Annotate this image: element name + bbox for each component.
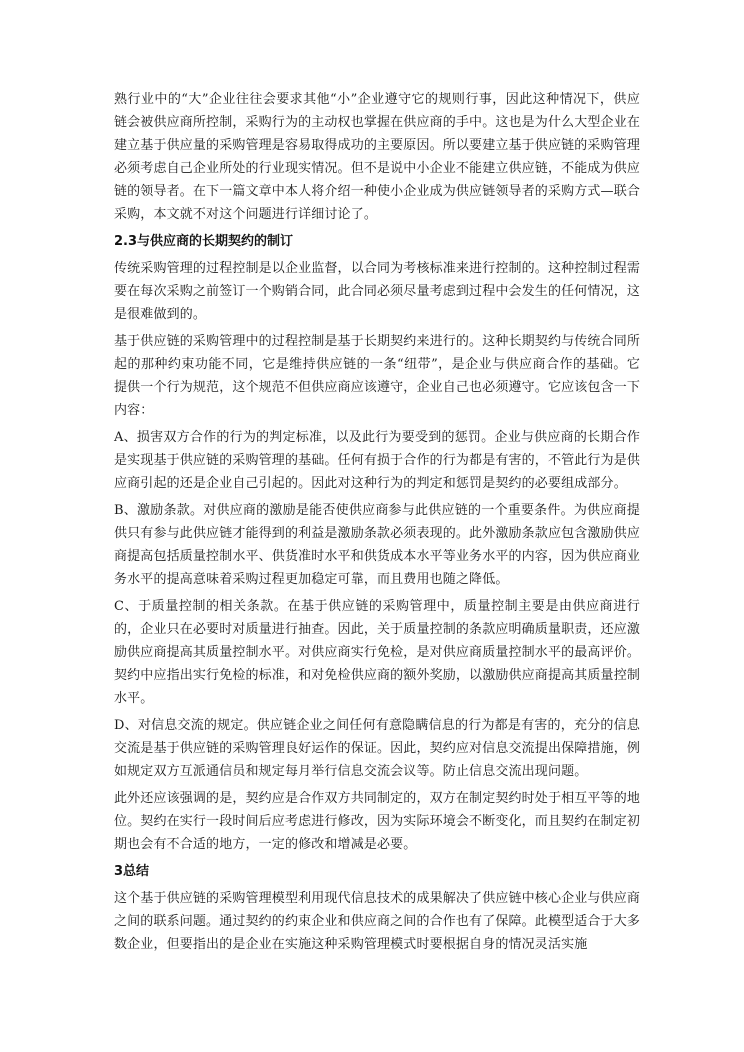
paragraph-item-d: D、对信息交流的规定。供应链企业之间任何有意隐瞒信息的行为都是有害的，充分的信息交流是基于供应链的采购管理良好运作的保证。因此，契约应对信息交流提出保障措施，例如规定双方互派通信员和规定每月举行信息交流会议等。防止信息交流出现问题。 — [114, 718, 641, 779]
document-page — [114, 88, 640, 960]
section-heading-2-3: 2.3与供应商的长期契约的制订 — [114, 234, 294, 249]
paragraph-traditional-control: 传统采购管理的过程控制是以企业监督，以合同为考核标准来进行控制的。这种控制过程需要在每次采购之前签订一个购销合同，此合同必须尽量考虑到过程中会发生的任何情况，这是很难做到的。 — [114, 261, 641, 322]
section-heading-3: 3总结 — [114, 864, 150, 879]
paragraph-industry-control: 熟行业中的“大”企业往往会要求其他“小”企业遵守它的规则行事，因此这种情况下，供应链会被供应商所控制，采购行为的主动权也掌握在供应商的手中。这也是为什么大型企业在建立基于供应量的采购管理是容易取得成功的主要原因。所以要建立基于供应链的采购管理必须考虑自己企业所处的行业现实情况。但不是说中小企业不能建立供应链，不能成为供应链的领导者。在下一篇文章中本人将介绍一种使小企业成为供应链领导者的采购方式—联合采购，本文就不对这个问题进行详细讨论了。 — [114, 92, 641, 222]
paragraph-item-b: B、激励条款。对供应商的激励是能否使供应商参与此供应链的一个重要条件。为供应商提供只有参与此供应链才能得到的利益是激励条款必须表现的。此外激励条款应包含激励供应商提高包括质量控制水平、供货准时水平和供货成本水平等业务水平的内容，因为供应商业务水平的提高意味着采购过程更加稳定可靠，而且费用也随之降低。 — [114, 503, 641, 587]
paragraph-item-a: A、损害双方合作的行为的判定标准，以及此行为要受到的惩罚。企业与供应商的长期合作是实现基于供应链的采购管理的基础。任何有损于合作的行为都是有害的，不管此行为是供应商引起的还是企业自己引起的。因此对这种行为的判定和惩罚是契约的必要组成部分。 — [114, 430, 641, 491]
paragraph-item-c: C、于质量控制的相关条款。在基于供应链的采购管理中，质量控制主要是由供应商进行的，企业只在必要时对质量进行抽查。因此，关于质量控制的条款应明确质量职责，还应激励供应商提高其质量控制水平。对供应商实行免检，是对供应商质量控制水平的最高评价。契约中应指出实行免检的标准，和对免检供应商的额外奖励，以激励供应商提高其质量控制水平。 — [114, 599, 641, 706]
paragraph-contract-revision: 此外还应该强调的是，契约应是合作双方共同制定的，双方在制定契约时处于相互平等的地位。契约在实行一段时间后应考虑进行修改，因为实际环境会不断变化，而且契约在制定初期也会有不合适的地方，一定的修改和增减是必要。 — [114, 791, 641, 852]
paragraph-summary: 这个基于供应链的采购管理模型利用现代信息技术的成果解决了供应链中核心企业与供应商之间的联系问题。通过契约的约束企业和供应商之间的合作也有了保障。此模型适合于大多数企业，但要指出的是企业在实施这种采购管理模式时要根据自身的情况灵活实施 — [114, 891, 641, 952]
paragraph-long-term-contract: 基于供应链的采购管理中的过程控制是基于长期契约来进行的。这种长期契约与传统合同所起的那种约束功能不同，它是维持供应链的一条“纽带”，是企业与供应商合作的基础。它提供一个行为规范，这个规范不但供应商应该遵守，企业自己也必须遵守。它应该包含一下内容： — [114, 334, 641, 418]
